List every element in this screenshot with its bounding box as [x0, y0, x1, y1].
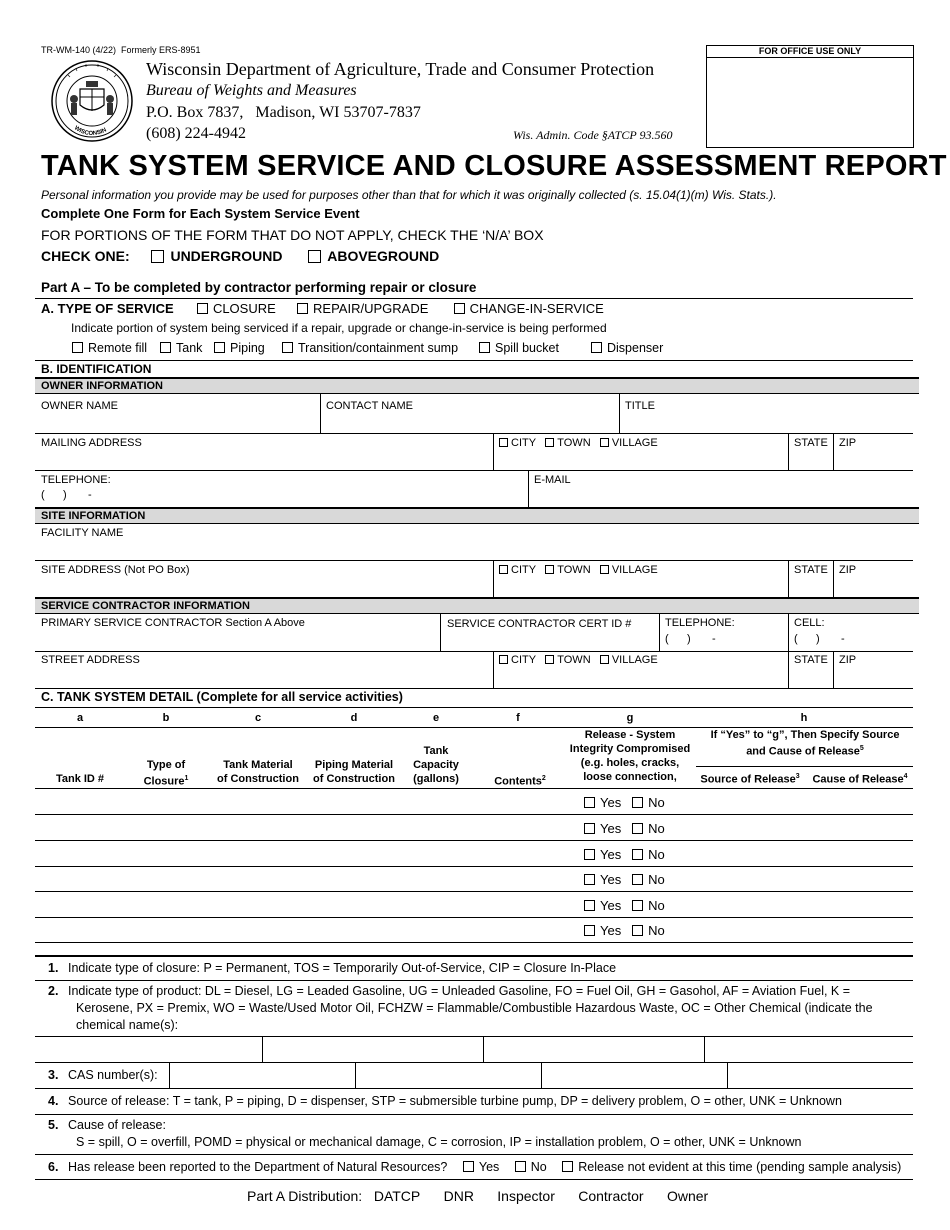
remote-fill-label: Remote fill — [88, 341, 148, 355]
row6-yes-checkbox[interactable] — [584, 925, 595, 936]
owner-info-band: OWNER INFORMATION — [35, 377, 919, 394]
closure-checkbox[interactable] — [197, 303, 208, 314]
agency-name: Wisconsin Department of Agriculture, Trade and Consumer Protection — [146, 59, 655, 79]
row3-no-checkbox[interactable] — [632, 849, 643, 860]
contractor-zip-label: ZIP — [839, 654, 857, 666]
row1-release: Yes No — [584, 795, 665, 810]
row2-release: Yes No — [584, 821, 665, 836]
street-address-field[interactable] — [41, 668, 481, 686]
row6-no-checkbox[interactable] — [632, 925, 643, 936]
col-tank-material: Tank Material of Construction — [217, 759, 299, 785]
col-cause: Cause of Release$^4$ — [812, 773, 908, 786]
note-1: 1. Indicate type of closure: P = Permanent, TOS = Temporarily Out-of-Service, CIP = Closure In-Place — [48, 961, 617, 975]
col-letter-b: b — [162, 712, 170, 724]
piping-label: Piping — [230, 341, 265, 355]
owner-telephone-field[interactable]: ( ) - — [41, 489, 92, 501]
dispenser-portion — [591, 341, 663, 355]
office-use-box — [706, 45, 914, 148]
part-a-heading: Part A – To be completed by contractor performing repair or closure — [41, 280, 477, 295]
row6-release: Yes No — [584, 923, 665, 938]
col-source: Source of Release$^3$ — [700, 773, 800, 786]
distribution-line — [247, 1188, 708, 1204]
col-type-closure: Type of Closure$^1$ — [143, 759, 189, 788]
site-address-field[interactable] — [41, 577, 481, 595]
contact-name-label: CONTACT NAME — [326, 400, 413, 412]
tank-detail-heading: C. TANK SYSTEM DETAIL (Complete for all service activities) — [41, 690, 403, 704]
col-letter-c: c — [254, 712, 262, 724]
row4-yes-checkbox[interactable] — [584, 874, 595, 885]
agency-phone: (608) 224-4942 — [146, 125, 246, 142]
cas-number-field-1[interactable] — [174, 1065, 349, 1085]
chemical-name-field-3[interactable] — [488, 1039, 698, 1059]
owner-municipality: CITY TOWN VILLAGE — [499, 437, 658, 449]
col-letter-d: d — [350, 712, 358, 724]
cert-id-label: SERVICE CONTRACTOR CERT ID # — [447, 618, 632, 630]
formerly: Formerly ERS-8951 — [121, 45, 201, 55]
na-note: FOR PORTIONS OF THE FORM THAT DO NOT APPLY, CHECK THE ‘N/A’ BOX — [41, 227, 544, 243]
col-letter-a: a — [76, 712, 84, 724]
piping-portion — [214, 341, 265, 355]
note-4: 4. Source of release: T = tank, P = piping, D = dispenser, STP = submersible turbine pump, DP = delivery problem, O = other, UNK = Unknown — [48, 1094, 842, 1108]
primary-contractor-label: PRIMARY SERVICE CONTRACTOR Section A Above — [41, 617, 305, 629]
cas-number-field-4[interactable] — [732, 1065, 907, 1085]
tank-portion — [160, 341, 202, 355]
note-5b: S = spill, O = overfill, POMD = physical or mechanical damage, C = corrosion, IP = installation problem, O = other, UNK = Unknown — [76, 1135, 802, 1149]
sump-portion — [282, 341, 458, 355]
distribution-label: Part A Distribution: — [247, 1188, 363, 1204]
cell-field[interactable]: ( ) - — [794, 633, 845, 645]
change-in-service-label: CHANGE-IN-SERVICE — [469, 301, 604, 316]
col-letter-e: e — [432, 712, 440, 724]
aboveground-label: ABOVEGROUND — [327, 248, 440, 264]
indicate-portion-note: Indicate portion of system being serviced if a repair, upgrade or change-in-service is being performed — [71, 321, 607, 335]
title-field[interactable] — [625, 412, 905, 430]
spill-bucket-checkbox[interactable] — [479, 342, 490, 353]
form-number-line — [41, 45, 201, 55]
note-2: 2. Indicate type of product: DL = Diesel, LG = Leaded Gasoline, UG = Unleaded Gasoline, FO = Fuel Oil, GH = Gasohol, AF = Aviation Fuel, K = — [48, 984, 851, 998]
contractor-state-label: STATE — [794, 654, 828, 666]
owner-telephone-label: TELEPHONE: — [41, 474, 111, 486]
chemical-name-field-2[interactable] — [266, 1039, 476, 1059]
tank-checkbox[interactable] — [160, 342, 171, 353]
piping-checkbox[interactable] — [214, 342, 225, 353]
tank-label: Tank — [176, 341, 203, 355]
col-tank-id: Tank ID # — [55, 773, 105, 785]
col-if-yes: If “Yes” to “g”, Then Specify Source and Cause of Release$^5$ — [710, 729, 900, 758]
email-label: E-MAIL — [534, 474, 571, 486]
owner-state-label: STATE — [794, 437, 828, 449]
bureau-name: Bureau of Weights and Measures — [146, 82, 357, 99]
admin-code: Wis. Admin. Code §ATCP 93.560 — [513, 128, 673, 142]
wisconsin-seal-icon — [50, 59, 134, 143]
distribution-contractor: Contractor — [578, 1188, 644, 1204]
col-piping-material: Piping Material of Construction — [313, 759, 395, 785]
distribution-datcp: DATCP — [373, 1188, 421, 1204]
facility-name-field[interactable] — [41, 540, 901, 558]
cas-number-field-3[interactable] — [546, 1065, 721, 1085]
col-capacity: Tank Capacity (gallons) — [413, 745, 459, 785]
row3-yes-checkbox[interactable] — [584, 849, 595, 860]
page-title: TANK SYSTEM SERVICE AND CLOSURE ASSESSMENT REPORT — [41, 150, 947, 182]
note-6: 6. Has release been reported to the Department of Natural Resources? Yes No Release not evident at this time (pending sample analysis) — [48, 1160, 902, 1174]
col-letter-h: h — [800, 712, 808, 724]
note-3: 3. CAS number(s): — [48, 1068, 158, 1082]
title-label: TITLE — [625, 400, 655, 412]
agency-address: P.O. Box 7837, Madison, WI 53707-7837 — [146, 104, 421, 121]
spill-bucket-label: Spill bucket — [495, 341, 559, 355]
row2-yes-checkbox[interactable] — [584, 823, 595, 834]
site-info-band: SITE INFORMATION — [35, 507, 919, 524]
svg-text:WISCONSIN: WISCONSIN — [72, 125, 108, 138]
dispenser-label: Dispenser — [607, 341, 664, 355]
site-city-checkbox[interactable] — [499, 565, 508, 574]
change-in-service-checkbox[interactable] — [454, 303, 465, 314]
owner-name-label: OWNER NAME — [41, 400, 118, 412]
contractor-city-checkbox[interactable] — [499, 655, 508, 664]
row3-release: Yes No — [584, 847, 665, 862]
type-of-service-row — [41, 301, 604, 316]
dnr-no-checkbox[interactable] — [515, 1161, 526, 1172]
site-address-label: SITE ADDRESS (Not PO Box) — [41, 564, 190, 576]
mailing-address-field[interactable] — [41, 450, 481, 468]
chemical-name-field-1[interactable] — [40, 1039, 255, 1059]
remote-fill-checkbox[interactable] — [72, 342, 83, 353]
contractor-village-checkbox[interactable] — [600, 655, 609, 664]
office-use-label: FOR OFFICE USE ONLY — [707, 46, 913, 58]
col-letter-f: f — [516, 712, 520, 724]
row1-no-checkbox[interactable] — [632, 797, 643, 808]
email-field[interactable] — [534, 487, 904, 505]
site-town-checkbox[interactable] — [545, 565, 554, 574]
row2-no-checkbox[interactable] — [632, 823, 643, 834]
chemical-name-field-4[interactable] — [708, 1039, 908, 1059]
street-address-label: STREET ADDRESS — [41, 654, 140, 666]
distribution-dnr: DNR — [443, 1188, 474, 1204]
dispenser-checkbox[interactable] — [591, 342, 602, 353]
cas-number-field-2[interactable] — [360, 1065, 535, 1085]
site-zip-label: ZIP — [839, 564, 857, 576]
identification-heading: B. IDENTIFICATION — [41, 362, 152, 376]
col-release-integrity: Release - System Integrity Compromised (e.g. holes, cracks, loose connection, — [569, 729, 691, 783]
row5-no-checkbox[interactable] — [632, 900, 643, 911]
col-contents: Contents$^2$ — [494, 775, 546, 788]
row1-yes-checkbox[interactable] — [584, 797, 595, 808]
closure-label: CLOSURE — [212, 301, 276, 316]
row5-yes-checkbox[interactable] — [584, 900, 595, 911]
note-5: 5. Cause of release: — [48, 1118, 166, 1132]
owner-city-checkbox[interactable] — [499, 438, 508, 447]
form-number: TR-WM-140 (4/22) — [41, 45, 117, 55]
owner-name-field[interactable] — [41, 412, 311, 430]
row4-release: Yes No — [584, 872, 665, 887]
contractor-info-band: SERVICE CONTRACTOR INFORMATION — [35, 597, 919, 614]
site-village-checkbox[interactable] — [600, 565, 609, 574]
owner-village-checkbox[interactable] — [600, 438, 609, 447]
owner-zip-label: ZIP — [839, 437, 857, 449]
check-one-row — [41, 248, 439, 264]
contractor-telephone-label: TELEPHONE: — [665, 617, 735, 629]
owner-town-checkbox[interactable] — [545, 438, 554, 447]
repair-upgrade-checkbox[interactable] — [297, 303, 308, 314]
contact-name-field[interactable] — [326, 412, 611, 430]
spill-bucket-portion — [479, 341, 559, 355]
sump-checkbox[interactable] — [282, 342, 293, 353]
repair-upgrade-label: REPAIR/UPGRADE — [313, 301, 429, 316]
underground-label: UNDERGROUND — [170, 248, 283, 264]
col-letter-g: g — [626, 712, 634, 724]
portion-checkbox-row — [72, 341, 147, 355]
note-2b: Kerosene, PX = Premix, WO = Waste/Used Motor Oil, FCHZW = Flammable/Combustible Hazardous Waste, OC = Other Chemical (indicate the — [76, 1001, 873, 1015]
contractor-town-checkbox[interactable] — [545, 655, 554, 664]
mailing-address-label: MAILING ADDRESS — [41, 437, 142, 449]
distribution-owner: Owner — [666, 1188, 709, 1204]
distribution-inspector: Inspector — [497, 1188, 555, 1204]
cell-label: CELL: — [794, 617, 825, 629]
type-of-service-label: A. TYPE OF SERVICE — [41, 301, 174, 316]
row5-release: Yes No — [584, 898, 665, 913]
contractor-telephone-field[interactable]: ( ) - — [665, 633, 716, 645]
pending-checkbox[interactable] — [562, 1161, 573, 1172]
note-2c: chemical name(s): — [76, 1018, 179, 1032]
contractor-municipality: CITY TOWN VILLAGE — [499, 654, 658, 666]
privacy-notice: Personal information you provide may be used for purposes other than that for which it was originally collected (s. 15.04(1)(m) Wis. Stats.). — [41, 188, 777, 202]
underground-checkbox[interactable] — [151, 250, 164, 263]
site-state-label: STATE — [794, 564, 828, 576]
row4-no-checkbox[interactable] — [632, 874, 643, 885]
aboveground-checkbox[interactable] — [308, 250, 321, 263]
sump-label: Transition/containment sump — [298, 341, 459, 355]
facility-name-label: FACILITY NAME — [41, 527, 124, 539]
dnr-yes-checkbox[interactable] — [463, 1161, 474, 1172]
site-municipality: CITY TOWN VILLAGE — [499, 564, 658, 576]
check-one-label: CHECK ONE: — [41, 248, 130, 264]
complete-one-note: Complete One Form for Each System Service Event — [41, 206, 360, 221]
